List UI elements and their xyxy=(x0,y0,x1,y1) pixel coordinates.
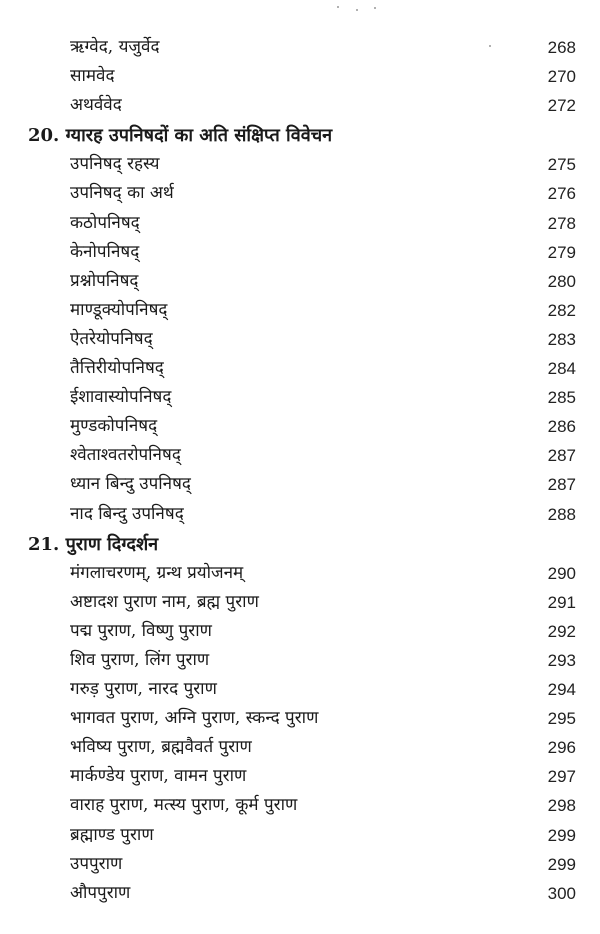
entry-title: उपपुराण xyxy=(70,853,123,874)
page-number: 272 xyxy=(547,96,576,116)
scan-speck xyxy=(337,6,339,8)
page-number: 294 xyxy=(547,680,576,699)
page-number: 291 xyxy=(547,592,576,612)
toc-entry xyxy=(0,354,600,383)
toc-entry xyxy=(0,617,600,646)
entry-title: पद्म पुराण, विष्णु पुराण xyxy=(70,620,212,641)
entry-title: ईशावास्योपनिषद् xyxy=(70,387,172,408)
toc-entry xyxy=(0,733,600,762)
toc-entry xyxy=(0,559,600,588)
toc-entry xyxy=(0,850,600,879)
page-number: 286 xyxy=(547,417,576,437)
entry-title: ब्रह्माण्ड पुराण xyxy=(70,824,154,845)
page-number: 276 xyxy=(547,184,576,204)
page-number: 279 xyxy=(547,242,576,262)
entry-title: सामवेद xyxy=(70,66,115,87)
toc-entry xyxy=(0,441,600,470)
entry-title: मंगलाचरणम्, ग्रन्थ प्रयोजनम् xyxy=(70,562,244,583)
entry-title: ऐतरेयोपनिषद् xyxy=(70,328,153,349)
toc-entry xyxy=(0,267,600,296)
toc-entry xyxy=(0,209,600,238)
toc-entry xyxy=(0,412,600,441)
entry-title: अथर्ववेद xyxy=(70,95,122,116)
entry-title: वाराह पुराण, मत्स्य पुराण, कूर्म पुराण xyxy=(70,795,298,816)
entry-title: मार्कण्डेय पुराण, वामन पुराण xyxy=(70,766,247,787)
page-number: 288 xyxy=(547,504,576,524)
toc-entry xyxy=(0,325,600,354)
entry-title: गरुड़ पुराण, नारद पुराण xyxy=(70,679,217,699)
section-heading: 21. पुराण दिग्दर्शन xyxy=(28,533,159,555)
page-number: 298 xyxy=(547,796,576,816)
page-number: 293 xyxy=(547,650,576,670)
page-number: 275 xyxy=(547,155,576,175)
page-number: 299 xyxy=(547,854,576,874)
toc-entry xyxy=(0,675,600,704)
entry-title: तैत्तिरीयोपनिषद् xyxy=(70,358,164,378)
page-number: 270 xyxy=(547,67,576,87)
toc-entry xyxy=(0,500,600,529)
entry-title: भागवत पुराण, अग्नि पुराण, स्कन्द पुराण xyxy=(70,708,319,729)
section-heading: 20. ग्यारह उपनिषदों का अति संक्षिप्त विवेचन xyxy=(28,125,333,147)
page-number: 282 xyxy=(547,300,576,320)
page-number: 290 xyxy=(547,563,576,583)
toc-entry xyxy=(0,704,600,733)
toc-entry xyxy=(0,33,600,62)
page-number: 278 xyxy=(547,213,576,233)
toc-entry xyxy=(0,91,600,120)
toc-entry xyxy=(0,470,600,499)
page-number: 285 xyxy=(547,388,576,408)
entry-title: केनोपनिषद् xyxy=(70,241,140,262)
page-number: 287 xyxy=(547,446,576,466)
toc-entry xyxy=(0,150,600,179)
entry-title: शिव पुराण, लिंग पुराण xyxy=(70,649,210,670)
page-number: 300 xyxy=(547,883,576,903)
toc-entry xyxy=(0,821,600,850)
toc-entry xyxy=(0,879,600,908)
page-number: 295 xyxy=(547,709,576,729)
page-number: 280 xyxy=(547,271,576,291)
entry-title: माण्डूक्योपनिषद् xyxy=(70,299,168,320)
page-number: 287 xyxy=(547,475,576,495)
scan-speck xyxy=(374,7,376,9)
entry-title: नाद बिन्दु उपनिषद् xyxy=(70,503,184,524)
page-number: 283 xyxy=(547,329,576,349)
scan-speck xyxy=(356,9,358,11)
toc-entry xyxy=(0,62,600,91)
toc-entry xyxy=(0,762,600,791)
entry-title: मुण्डकोपनिषद् xyxy=(70,416,158,437)
toc-entry xyxy=(0,238,600,267)
entry-title: प्रश्नोपनिषद् xyxy=(70,270,139,291)
entry-title: भविष्य पुराण, ब्रह्मवैवर्त पुराण xyxy=(70,737,252,758)
entry-title: औपपुराण xyxy=(70,882,131,903)
entry-title: उपनिषद् का अर्थ xyxy=(70,183,174,204)
toc-entry xyxy=(0,296,600,325)
entry-title: ऋग्वेद, यजुर्वेद xyxy=(70,37,160,57)
page-number: 268 xyxy=(547,38,576,57)
page-number: 299 xyxy=(547,825,576,845)
page-number: 296 xyxy=(547,738,576,758)
toc-entry xyxy=(0,588,600,617)
page-number: 297 xyxy=(547,767,576,787)
page-number: 284 xyxy=(547,359,576,378)
entry-title: ध्यान बिन्दु उपनिषद् xyxy=(70,474,191,495)
entry-title: श्वेताश्वतरोपनिषद् xyxy=(70,445,181,466)
entry-title: कठोपनिषद् xyxy=(70,212,140,233)
toc-entry xyxy=(0,646,600,675)
toc-entry xyxy=(0,179,600,208)
entry-title: उपनिषद् रहस्य xyxy=(70,154,160,175)
entry-title: अष्टादश पुराण नाम, ब्रह्म पुराण xyxy=(70,591,259,612)
page-number: 292 xyxy=(547,621,576,641)
toc-entry xyxy=(0,383,600,412)
toc-entry xyxy=(0,791,600,820)
